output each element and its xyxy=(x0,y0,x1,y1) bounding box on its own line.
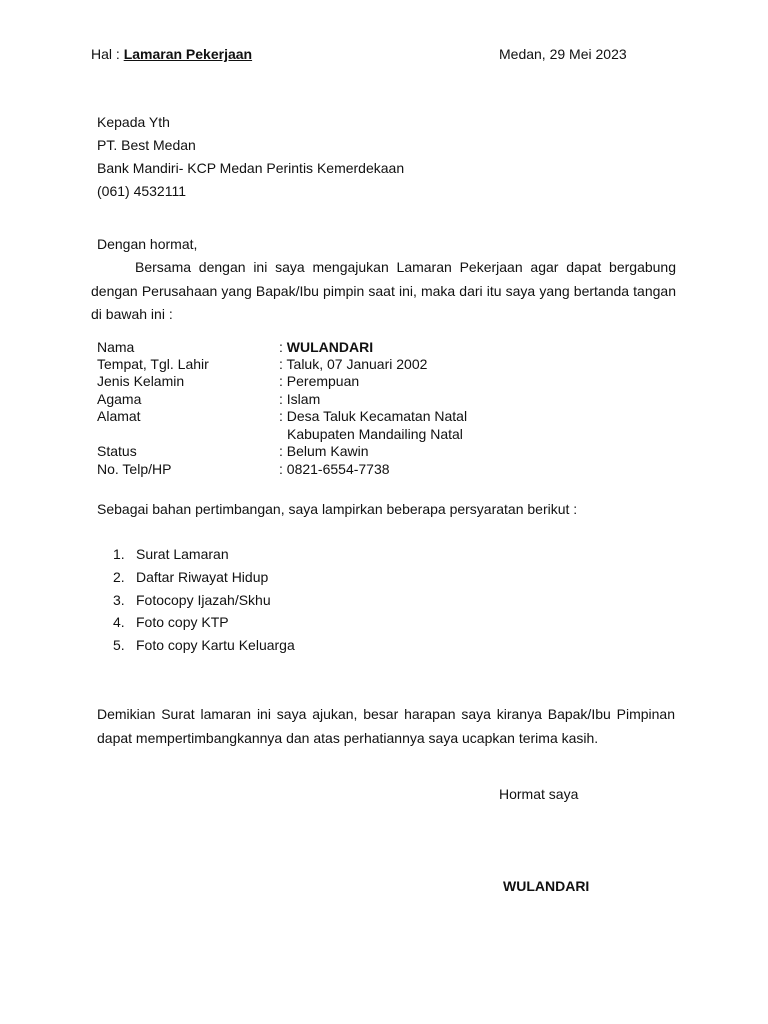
list-item xyxy=(0,614,768,631)
recipient-line-4: (061) 4532111 xyxy=(97,183,186,199)
list-number: 5. xyxy=(113,637,125,653)
regards: Hormat saya xyxy=(499,786,579,802)
religion-label: Agama xyxy=(97,391,142,407)
list-text: Foto copy KTP xyxy=(136,614,229,630)
name-colon: : xyxy=(279,339,287,355)
address-label: Alamat xyxy=(97,408,141,424)
greeting: Dengan hormat, xyxy=(97,236,198,252)
recipient-line-2: PT. Best Medan xyxy=(97,137,196,153)
gender-label: Jenis Kelamin xyxy=(97,373,185,389)
list-item xyxy=(0,592,768,609)
status-value: : Belum Kawin xyxy=(279,443,369,459)
recipient-line-3: Bank Mandiri- KCP Medan Perintis Kemerdekaan xyxy=(97,160,405,176)
name-value: WULANDARI xyxy=(286,339,374,355)
list-text: Surat Lamaran xyxy=(136,546,229,562)
list-number: 4. xyxy=(113,614,125,630)
subject-line xyxy=(91,46,252,63)
gender-value: : Perempuan xyxy=(279,373,360,389)
birth-label: Tempat, Tgl. Lahir xyxy=(97,356,209,372)
list-number: 2. xyxy=(113,569,125,585)
list-text: Foto copy Kartu Keluarga xyxy=(136,637,295,653)
list-number: 3. xyxy=(113,592,125,608)
list-item xyxy=(0,569,768,586)
list-text: Fotocopy Ijazah/Skhu xyxy=(136,592,271,608)
subject-title: Lamaran Pekerjaan xyxy=(123,46,253,62)
intro-paragraph xyxy=(91,256,676,327)
recipient-line-1: Kepada Yth xyxy=(97,114,170,130)
list-text: Daftar Riwayat Hidup xyxy=(136,569,269,585)
place-date: Medan, 29 Mei 2023 xyxy=(499,46,627,62)
list-item xyxy=(0,546,768,563)
list-number: 1. xyxy=(113,546,125,562)
religion-value: : Islam xyxy=(279,391,321,407)
subject-prefix: Hal : xyxy=(91,46,124,62)
address-value-1: : Desa Taluk Kecamatan Natal xyxy=(279,408,468,424)
birth-value: : Taluk, 07 Januari 2002 xyxy=(279,356,428,372)
list-item xyxy=(0,637,768,654)
address-value-2: Kabupaten Mandailing Natal xyxy=(287,426,463,442)
phone-label: No. Telp/HP xyxy=(97,461,172,477)
phone-value: : 0821-6554-7738 xyxy=(279,461,390,477)
status-label: Status xyxy=(97,443,137,459)
signature-name: WULANDARI xyxy=(503,878,590,894)
name-value-wrap xyxy=(279,339,373,356)
attachments-intro: Sebagai bahan pertimbangan, saya lampirkan beberapa persyaratan berikut : xyxy=(97,501,578,517)
intro-text: Bersama dengan ini saya mengajukan Lamaran Pekerjaan agar dapat bergabung dengan Perusahaan yang Bapak/Ibu pimpin saat ini, maka dari itu saya yang bertanda tangan di bawah ini : xyxy=(91,259,676,322)
name-label: Nama xyxy=(97,339,135,355)
closing-paragraph: Demikian Surat lamaran ini saya ajukan, besar harapan saya kiranya Bapak/Ibu Pimpinan dapat mempertimbangkannya dan atas perhatiannya saya ucapkan terima kasih. xyxy=(97,706,675,746)
